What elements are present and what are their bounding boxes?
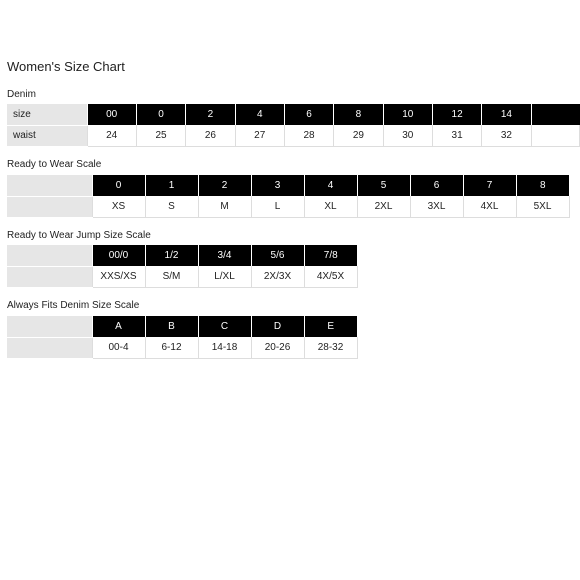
value-cell: 27 xyxy=(235,125,284,146)
header-cell: 4 xyxy=(304,175,357,196)
header-cell: 7/8 xyxy=(304,245,357,266)
row-label xyxy=(7,266,92,287)
table-value-row xyxy=(7,125,580,146)
header-cell: 14 xyxy=(482,104,531,125)
value-cell: 26 xyxy=(186,125,235,146)
value-cell: 3XL xyxy=(410,196,463,217)
table-header-row xyxy=(7,316,357,337)
value-cell: M xyxy=(198,196,251,217)
row-label: waist xyxy=(7,125,87,146)
value-cell xyxy=(531,125,579,146)
row-label xyxy=(7,316,92,337)
row-label xyxy=(7,337,92,358)
value-cell: 28-32 xyxy=(304,337,357,358)
header-cell: 4 xyxy=(235,104,284,125)
header-cell: 1 xyxy=(145,175,198,196)
value-cell: 4X/5X xyxy=(304,266,357,287)
header-cell: 1/2 xyxy=(145,245,198,266)
value-cell: 2X/3X xyxy=(251,266,304,287)
value-cell: 4XL xyxy=(463,196,516,217)
value-cell: 00-4 xyxy=(92,337,145,358)
row-label xyxy=(7,245,92,266)
value-cell: XL xyxy=(304,196,357,217)
value-cell: L/XL xyxy=(198,266,251,287)
header-cell: 0 xyxy=(136,104,185,125)
header-cell: 2 xyxy=(186,104,235,125)
header-cell: 12 xyxy=(432,104,481,125)
row-label xyxy=(7,196,92,217)
header-cell: D xyxy=(251,316,304,337)
value-cell: 5XL xyxy=(516,196,569,217)
header-cell xyxy=(531,104,579,125)
row-label xyxy=(7,175,92,196)
table-header-row xyxy=(7,245,357,266)
value-cell: XXS/XS xyxy=(92,266,145,287)
section-label-always-fits: Always Fits Denim Size Scale xyxy=(7,300,140,311)
header-cell: A xyxy=(92,316,145,337)
value-cell: 24 xyxy=(87,125,136,146)
header-cell: 3/4 xyxy=(198,245,251,266)
header-cell: 8 xyxy=(516,175,569,196)
value-cell: 25 xyxy=(136,125,185,146)
value-cell: 20-26 xyxy=(251,337,304,358)
size-table-jump-size xyxy=(7,245,358,288)
value-cell: L xyxy=(251,196,304,217)
header-cell: 5/6 xyxy=(251,245,304,266)
header-cell: C xyxy=(198,316,251,337)
value-cell: S xyxy=(145,196,198,217)
section-label-jump-size: Ready to Wear Jump Size Scale xyxy=(7,230,151,241)
value-cell: 31 xyxy=(432,125,481,146)
table-value-row xyxy=(7,266,357,287)
value-cell: 30 xyxy=(383,125,432,146)
header-cell: 6 xyxy=(410,175,463,196)
header-cell: B xyxy=(145,316,198,337)
size-table-always-fits xyxy=(7,316,358,359)
value-cell: 32 xyxy=(482,125,531,146)
size-table-ready-to-wear xyxy=(7,175,570,218)
value-cell: XS xyxy=(92,196,145,217)
value-cell: 2XL xyxy=(357,196,410,217)
value-cell: 6-12 xyxy=(145,337,198,358)
value-cell: S/M xyxy=(145,266,198,287)
header-cell: 3 xyxy=(251,175,304,196)
value-cell: 28 xyxy=(284,125,333,146)
section-label-denim: Denim xyxy=(7,89,36,100)
header-cell: 2 xyxy=(198,175,251,196)
table-value-row xyxy=(7,196,569,217)
table-header-row xyxy=(7,175,569,196)
header-cell: 00 xyxy=(87,104,136,125)
header-cell: 7 xyxy=(463,175,516,196)
table-header-row xyxy=(7,104,580,125)
header-cell: 6 xyxy=(284,104,333,125)
header-cell: 10 xyxy=(383,104,432,125)
section-label-ready-to-wear: Ready to Wear Scale xyxy=(7,159,102,170)
row-label: size xyxy=(7,104,87,125)
page-title: Women's Size Chart xyxy=(7,59,125,74)
value-cell: 14-18 xyxy=(198,337,251,358)
header-cell: 00/0 xyxy=(92,245,145,266)
header-cell: E xyxy=(304,316,357,337)
header-cell: 0 xyxy=(92,175,145,196)
value-cell: 29 xyxy=(334,125,383,146)
size-table-denim xyxy=(7,104,580,147)
header-cell: 8 xyxy=(334,104,383,125)
table-value-row xyxy=(7,337,357,358)
header-cell: 5 xyxy=(357,175,410,196)
